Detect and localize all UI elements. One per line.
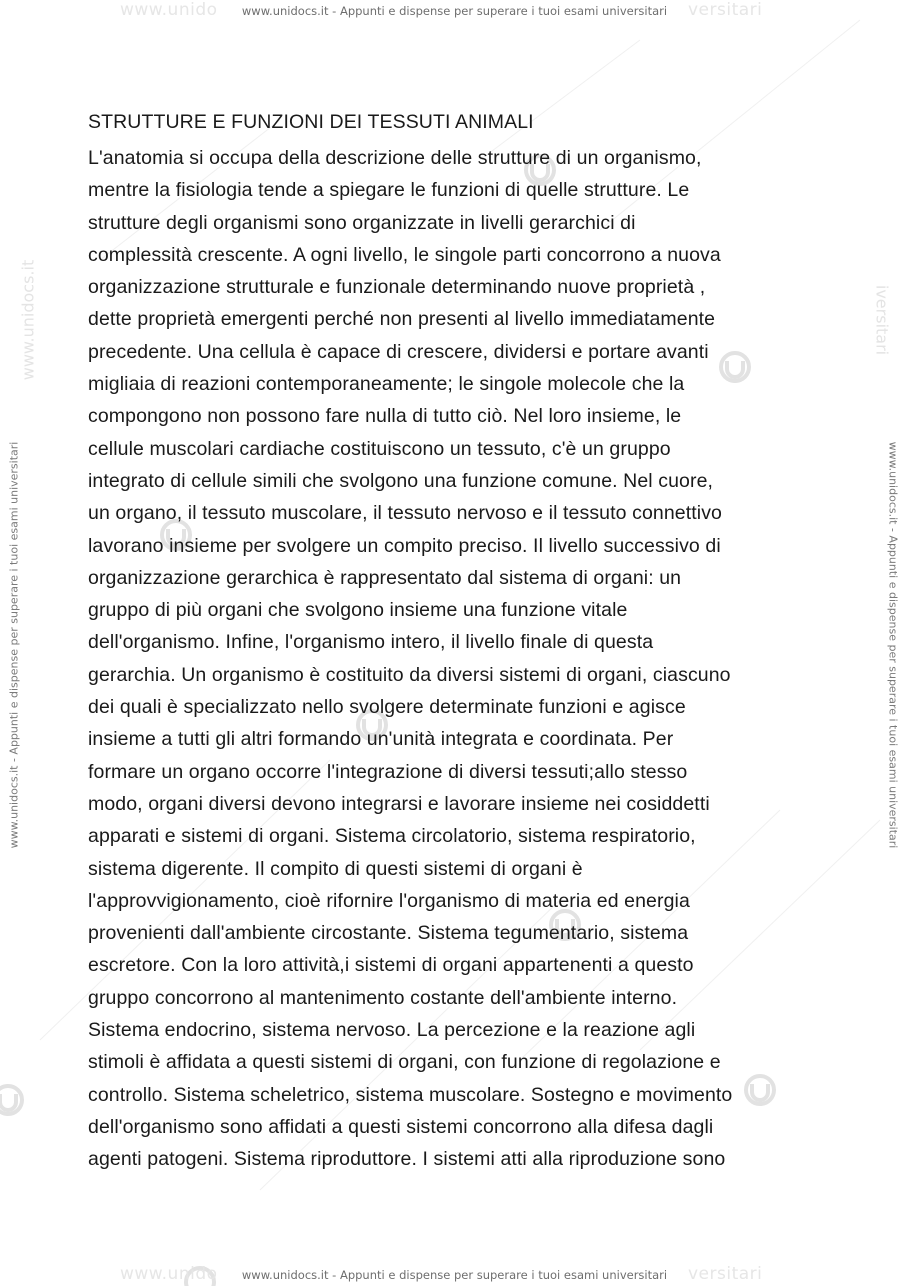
paragraph-line: Sistema endocrino, sistema nervoso. La percezione e la reazione agli — [88, 1019, 696, 1042]
paragraph-line: formare un organo occorre l'integrazione di diversi tessuti;allo stesso — [88, 760, 688, 783]
footer-watermark-text: www.unidocs.it - Appunti e dispense per superare i tuoi esami universitari — [241, 1268, 668, 1282]
paragraph-line: organizzazione gerarchica è rappresentato dal sistema di organi: un — [88, 566, 682, 589]
paragraph-line: integrato di cellule simili che svolgono una funzione comune. Nel cuore, — [88, 469, 714, 492]
paragraph-line: controllo. Sistema scheletrico, sistema muscolare. Sostegno e movimento — [88, 1083, 733, 1106]
left-ghost-watermark-text: www.unidocs.it — [18, 259, 38, 381]
header-watermark — [0, 0, 909, 22]
unidocs-logo-icon — [0, 1086, 22, 1114]
paragraph-line: dette proprietà emergenti perché non presenti al livello immediatamente — [88, 308, 716, 331]
paragraph-line: provenienti dall'ambiente circostante. Sistema tegumentario, sistema — [88, 922, 689, 945]
document-title: STRUTTURE E FUNZIONI DEI TESSUTI ANIMALI — [88, 111, 534, 133]
paragraph-line: gruppo concorrono al mantenimento costante dell'ambiente interno. — [88, 986, 678, 1009]
paragraph-line: mentre la fisiologia tende a spiegare le funzioni di quelle strutture. Le — [88, 179, 690, 202]
paragraph-line: dell'organismo sono affidati a questi sistemi concorrono alla difesa dagli — [88, 1115, 714, 1138]
header-ghost-right: versitari — [688, 0, 763, 20]
paragraph-line: dell'organismo. Infine, l'organismo intero, il livello finale di questa — [88, 631, 654, 654]
footer-watermark — [0, 1264, 909, 1286]
paragraph-line: agenti patogeni. Sistema riproduttore. I sistemi atti alla riproduzione sono — [88, 1148, 726, 1171]
paragraph-line: lavorano insieme per svolgere un compito preciso. Il livello successivo di — [88, 534, 721, 557]
paragraph-line: escretore. Con la loro attività,i sistemi di organi appartenenti a questo — [88, 954, 694, 977]
right-side-watermark-text: www.unidocs.it - Appunti e dispense per superare i tuoi esami universitari — [886, 441, 900, 849]
paragraph-line: stimoli è affidata a questi sistemi di organi, con funzione di regolazione e — [88, 1051, 721, 1074]
paragraph-line: complessità crescente. A ogni livello, le singole parti concorrono a nuova — [88, 243, 721, 266]
left-side-watermark-text: www.unidocs.it - Appunti e dispense per superare i tuoi esami universitari — [7, 441, 21, 849]
paragraph-line: modo, organi diversi devono integrarsi e lavorare insieme nei cosiddetti — [88, 792, 710, 815]
paragraph-line: gerarchia. Un organismo è costituito da diversi sistemi di organi, ciascuno — [88, 663, 731, 686]
paragraph-line: insieme a tutti gli altri formando un'unità integrata e coordinata. Per — [88, 728, 674, 751]
paragraph-line: compongono non possono fare nulla di tutto ciò. Nel loro insieme, le — [88, 405, 682, 428]
paragraph-line: strutture degli organismi sono organizzate in livelli gerarchici di — [88, 211, 636, 234]
footer-ghost-left: www.unido — [120, 1264, 218, 1284]
footer-ghost-right: versitari — [688, 1264, 763, 1284]
paragraph-line: precedente. Una cellula è capace di crescere, dividersi e portare avanti — [88, 340, 709, 363]
document-body — [88, 108, 828, 1176]
right-ghost-watermark-text: iversitari — [872, 284, 892, 356]
paragraph-line: migliaia di reazioni contemporaneamente; le singole molecole che la — [88, 373, 685, 396]
paragraph-line: l'approvvigionamento, cioè rifornire l'organismo di materia ed energia — [88, 889, 690, 912]
header-watermark-text: www.unidocs.it - Appunti e dispense per superare i tuoi esami universitari — [241, 4, 668, 18]
paragraph-line: apparati e sistemi di organi. Sistema circolatorio, sistema respiratorio, — [88, 825, 696, 848]
paragraph-line: dei quali è specializzato nello svolgere determinate funzioni e agisce — [88, 696, 686, 719]
paragraph-line: organizzazione strutturale e funzionale determinando nuove proprietà , — [88, 276, 706, 299]
paragraph-line: sistema digerente. Il compito di questi sistemi di organi è — [88, 857, 583, 880]
paragraph-line: un organo, il tessuto muscolare, il tessuto nervoso e il tessuto connettivo — [88, 502, 723, 525]
header-ghost-left: www.unido — [120, 0, 218, 20]
paragraph-line: L'anatomia si occupa della descrizione delle strutture di un organismo, — [88, 147, 702, 169]
paragraph-line: gruppo di più organi che svolgono insieme una funzione vitale — [88, 599, 628, 622]
document-paragraph — [88, 142, 828, 1176]
paragraph-line: cellule muscolari cardiache costituiscono un tessuto, c'è un gruppo — [88, 437, 671, 460]
